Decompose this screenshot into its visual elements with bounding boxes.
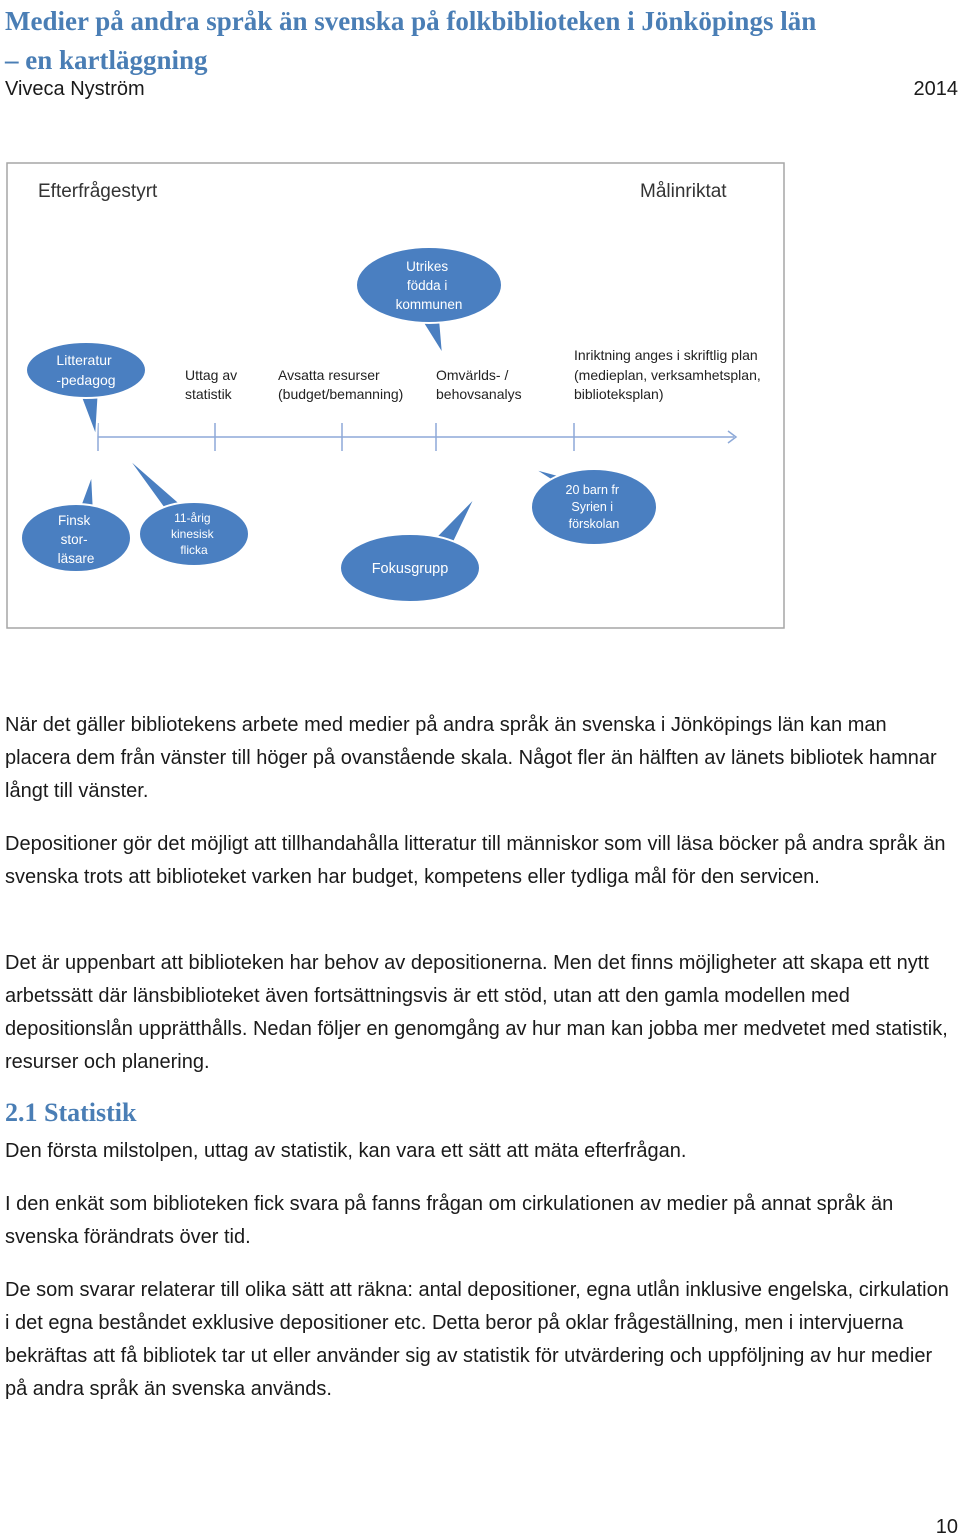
page-number: 10 — [935, 1516, 958, 1538]
title-line-2: – en kartläggning — [5, 45, 208, 75]
label-left: Efterfrågestyrt — [38, 181, 158, 202]
paragraph-counting: De som svarar relaterar till olika sätt att räkna: antal depositioner, egna utlån inklusive engelska, cirkulation i det egna beståndet exklusive depositioner etc. Detta beror på oklar frågeställning, men i intervjuerna bekräftas att få bibliotek tar ut eller använder sig av statistik för utvärdering och uppföljning av hur medier på andra språk än svenska används. — [5, 1279, 949, 1400]
milestone-written-plan: Inriktning anges i skriftlig plan (medieplan, verksamhetsplan, biblioteksplan) — [574, 347, 761, 402]
svg-text:Utrikes födda i ko: Utrikes födda i kommunen — [395, 259, 463, 312]
paragraph-first-milestone: Den första milstolpen, uttag av statistik, kan vara ett sätt att mäta efterfrågan. — [5, 1140, 687, 1162]
paragraph-scale-intro: När det gäller bibliotekens arbete med medier på andra språk än svenska i Jönköpings län kan man placera dem från vänster till höger på ovanstående skala. Något fler än hälften av länets bibliotek hamnar långt till vänster. — [5, 714, 937, 802]
milestone-resources: Avsatta resurser (budget/bemanning) — [278, 367, 404, 402]
author-name: Viveca Nyström — [5, 78, 145, 100]
paragraph-depositions: Depositioner gör det möjligt att tillhandahålla litteratur till människor som vill läsa böcker på andra språk än svenska trots att biblioteket varken har budget, kompetens eller tydliga mål för den servicen. — [5, 833, 946, 888]
milestone-statistics: Uttag av statistik — [185, 367, 238, 402]
svg-text:11-årig kinesisk f: 11-årig kinesisk flicka — [170, 511, 214, 557]
svg-text:Litteratur -pedagog: Litteratur -pedagog — [56, 352, 116, 388]
title-line-1: Medier på andra språk än svenska på folkbiblioteken i Jönköpings län — [5, 6, 817, 36]
scale-diagram — [6, 162, 786, 630]
svg-text:20 barn fr Syrien i: 20 barn fr Syrien i förskolan — [565, 483, 620, 531]
paragraph-survey: I den enkät som biblioteken fick svara på fanns frågan om cirkulationen av medier på annat språk än svenska förändrats över tid. — [5, 1193, 894, 1248]
section-heading-statistik: 2.1 Statistik — [5, 1098, 137, 1127]
header-year: 2014 — [913, 78, 958, 100]
label-right: Målinriktat — [640, 181, 727, 202]
document-title — [5, 2, 955, 80]
bubble-barn-syrien — [531, 468, 657, 545]
milestone-analysis: Omvärlds- / behovsanalys — [436, 367, 522, 402]
svg-text:Finsk stor- läsare: Finsk stor- läsare — [57, 513, 95, 566]
paragraph-need: Det är uppenbart att biblioteken har behov av depositionerna. Men det finns möjligheter att skapa ett nytt arbetssätt där länsbiblioteket även fortsättningsvis är ett stöd, utan att den gamla modellen med depositionslån upprätthålls. Nedan följer en genomgång av hur man kan jobba mer medvetet med statistik, resurser och planering. — [5, 952, 948, 1073]
svg-text:Fokusgrupp: Fokusgrupp — [371, 561, 449, 577]
